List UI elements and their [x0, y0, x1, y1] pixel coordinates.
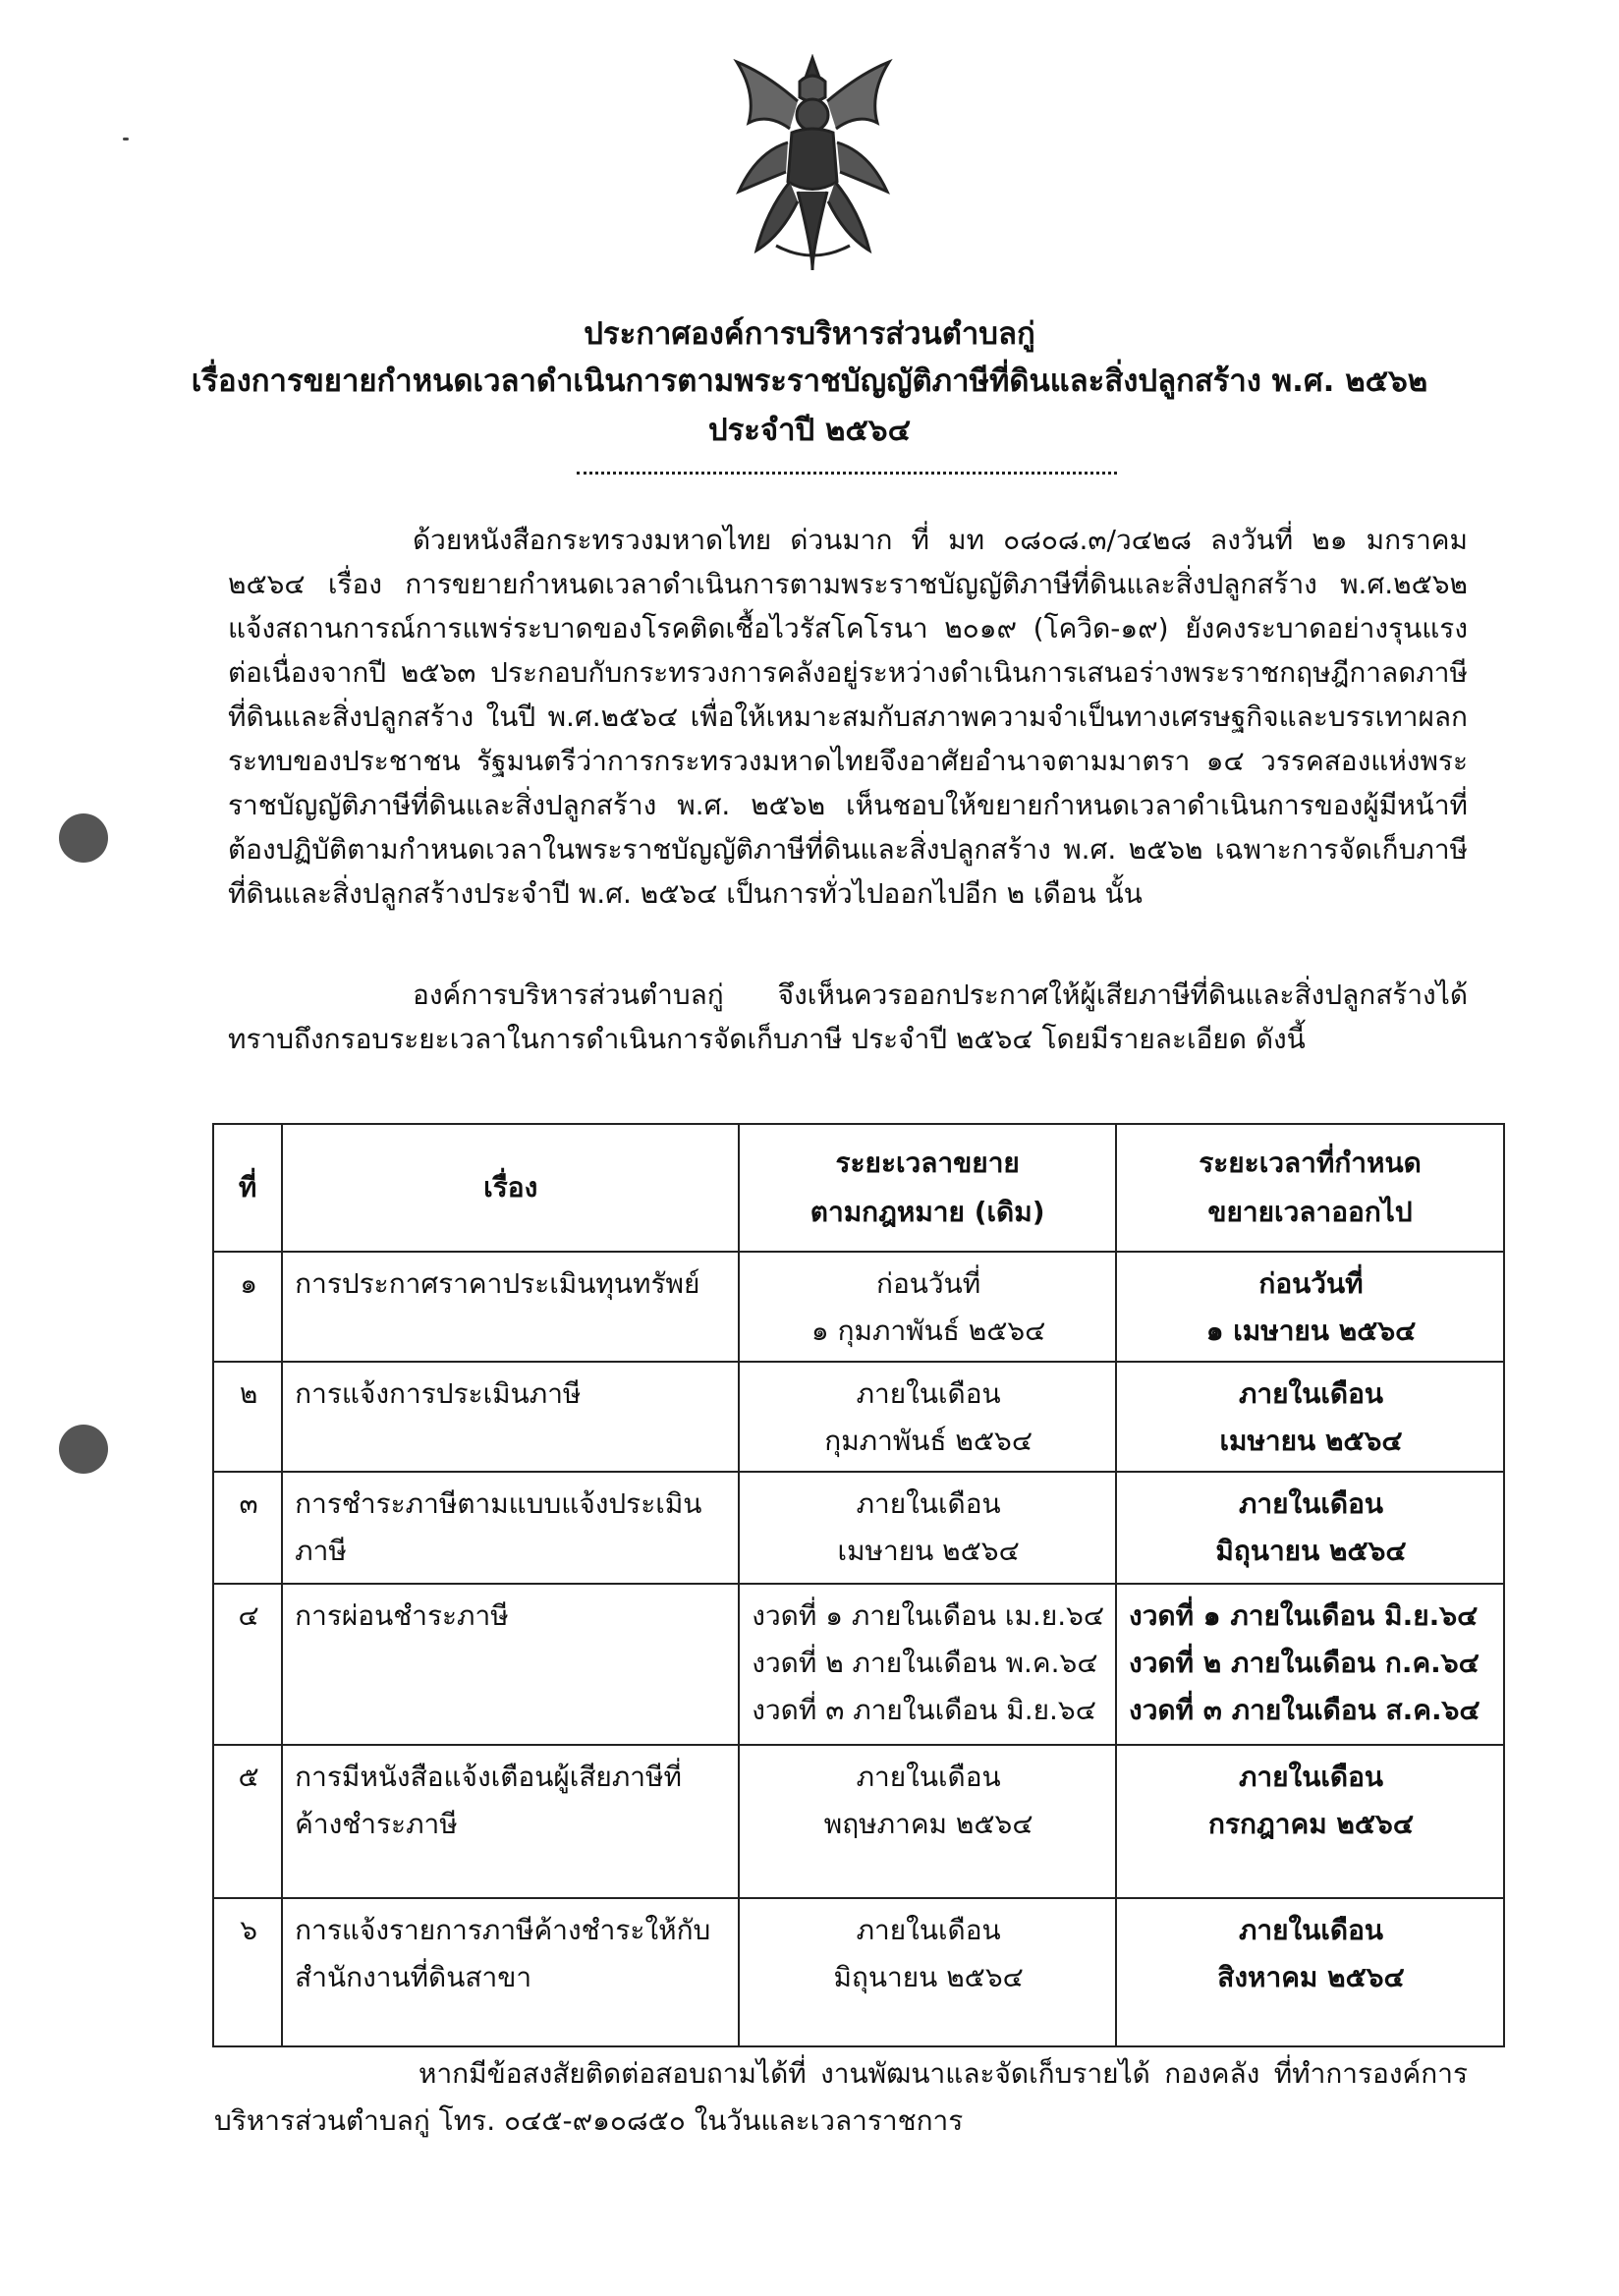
new-line: ๑ เมษายน ๒๕๖๔ [1205, 1315, 1417, 1347]
header-old-line1: ระยะเวลาขยาย [835, 1147, 1020, 1179]
row-new-period [1116, 1472, 1504, 1584]
header-old-period [739, 1124, 1116, 1252]
row-new-period [1116, 1745, 1504, 1898]
new-line: ภายในเดือน [1238, 1914, 1384, 1946]
row-no: ๑ [213, 1252, 282, 1362]
row-subject: การชำระภาษีตามแบบแจ้งประเมินภาษี [282, 1472, 739, 1584]
row-old-period [739, 1745, 1116, 1898]
row-no: ๔ [213, 1584, 282, 1745]
old-line: ภายในเดือน [856, 1761, 1001, 1793]
old-line: ภายในเดือน [856, 1377, 1001, 1410]
row-old-period [739, 1252, 1116, 1362]
new-line: มิถุนายน ๒๕๖๔ [1215, 1535, 1407, 1567]
row-new-period [1116, 1584, 1504, 1745]
table-header-row [213, 1124, 1504, 1252]
table-row [213, 1584, 1504, 1745]
title-separator [577, 472, 1117, 475]
old-line: งวดที่ ๓ ภายในเดือน มิ.ย.๖๔ [752, 1694, 1096, 1726]
header-new-line1: ระยะเวลาที่กำหนด [1199, 1147, 1422, 1179]
row-no: ๕ [213, 1745, 282, 1898]
table-row [213, 1252, 1504, 1362]
header-new-line2: ขยายเวลาออกไป [1207, 1196, 1413, 1228]
old-line: ภายในเดือน [856, 1487, 1001, 1520]
new-line: ก่อนวันที่ [1258, 1267, 1364, 1300]
old-line: งวดที่ ๑ ภายในเดือน เม.ย.๖๔ [752, 1599, 1105, 1632]
punch-hole [59, 1425, 108, 1474]
row-no: ๖ [213, 1898, 282, 2046]
header-subject: เรื่อง [282, 1124, 739, 1252]
garuda-emblem-icon [727, 54, 899, 275]
new-line: ภายในเดือน [1238, 1377, 1384, 1410]
body-paragraph-1: ด้วยหนังสือกระทรวงมหาดไทย ด่วนมาก ที่ มท ๐๘๐๘.๓/ว๔๒๘ ลงวันที่ ๒๑ มกราคม ๒๕๖๔ เรื่อง การขยายกำหนดเวลาดำเนินการตามพระราชบัญญัติภาษีที่ดินและสิ่งปลูกสร้าง พ.ศ.๒๕๖๒ แจ้งสถานการณ์การแพร่ระบาดของโรคติดเชื้อไวรัสโคโรนา ๒๐๑๙ (โควิด-๑๙) ยังคงระบาดอย่างรุนแรงต่อเนื่องจากปี ๒๕๖๓ ประกอบกับกระทรวงการคลังอยู่ระหว่างดำเนินการเสนอร่างพระราชกฤษฎีกาลดภาษีที่ดินและสิ่งปลูกสร้าง ในปี พ.ศ.๒๕๖๔ เพื่อให้เหมาะสมกับสภาพความจำเป็นทางเศรษฐกิจและบรรเทาผลกระทบของประชาชน รัฐมนตรีว่าการกระทรวงมหาดไทยจึงอาศัยอำนาจตามมาตรา ๑๔ วรรคสองแห่งพระราชบัญญัติภาษีที่ดินและสิ่งปลูกสร้าง พ.ศ. ๒๕๖๒ เห็นชอบให้ขยายกำหนดเวลาดำเนินการของผู้มีหน้าที่ต้องปฏิบัติตามกำหนดเวลาในพระราชบัญญัติภาษีที่ดินและสิ่งปลูกสร้าง พ.ศ. ๒๕๖๒ เฉพาะการจัดเก็บภาษีที่ดินและสิ่งปลูกสร้างประจำปี พ.ศ. ๒๕๖๔ เป็นการทั่วไปออกไปอีก ๒ เดือน นั้น [228, 524, 1468, 910]
new-line: งวดที่ ๓ ภายในเดือน ส.ค.๖๔ [1129, 1694, 1480, 1726]
announcement-subject: เรื่องการขยายกำหนดเวลาดำเนินการตามพระราชบัญญัติภาษีที่ดินและสิ่งปลูกสร้าง พ.ศ. ๒๕๖๒ [191, 364, 1428, 399]
row-old-period [739, 1584, 1116, 1745]
row-new-period [1116, 1252, 1504, 1362]
row-subject: การประกาศราคาประเมินทุนทรัพย์ [282, 1252, 739, 1362]
row-new-period [1116, 1362, 1504, 1472]
row-old-period [739, 1472, 1116, 1584]
body-paragraph-2: องค์การบริหารส่วนตำบลกู่ จึงเห็นควรออกประกาศให้ผู้เสียภาษีที่ดินและสิ่งปลูกสร้างได้ทราบถึงกรอบระยะเวลาในการดำเนินการจัดเก็บภาษี ประจำปี ๒๕๖๔ โดยมีรายละเอียด ดังนี้ [228, 979, 1468, 1055]
row-no: ๒ [213, 1362, 282, 1472]
old-line: มิถุนายน ๒๕๖๔ [833, 1961, 1024, 1993]
new-line: งวดที่ ๑ ภายในเดือน มิ.ย.๖๔ [1129, 1599, 1479, 1632]
row-subject: การผ่อนชำระภาษี [282, 1584, 739, 1745]
header-no: ที่ [213, 1124, 282, 1252]
old-line: งวดที่ ๒ ภายในเดือน พ.ค.๖๔ [752, 1647, 1098, 1679]
row-new-period [1116, 1898, 1504, 2046]
new-line: ภายในเดือน [1238, 1487, 1384, 1520]
schedule-table [212, 1123, 1505, 2047]
new-line: เมษายน ๒๕๖๔ [1219, 1425, 1403, 1457]
contact-paragraph: หากมีข้อสงสัยติดต่อสอบถามได้ที่ งานพัฒนาและจัดเก็บรายได้ กองคลัง ที่ทำการองค์การบริหารส่วนตำบลกู่ โทร. ๐๔๕-๙๑๐๘๕๐ ในวันและเวลาราชการ [214, 2057, 1468, 2137]
old-line: พฤษภาคม ๒๕๖๔ [823, 1808, 1033, 1840]
header-old-line2: ตามกฎหมาย (เดิม) [810, 1196, 1045, 1228]
old-line: ก่อนวันที่ [876, 1267, 981, 1300]
new-line: ภายในเดือน [1238, 1761, 1384, 1793]
old-line: กุมภาพันธ์ ๒๕๖๔ [824, 1425, 1033, 1457]
header-new-period [1116, 1124, 1504, 1252]
table-row [213, 1898, 1504, 2046]
new-line: งวดที่ ๒ ภายในเดือน ก.ค.๖๔ [1129, 1647, 1479, 1679]
old-line: เมษายน ๒๕๖๔ [837, 1535, 1020, 1567]
row-subject: การแจ้งการประเมินภาษี [282, 1362, 739, 1472]
row-no: ๓ [213, 1472, 282, 1584]
old-line: ภายในเดือน [856, 1914, 1001, 1946]
new-line: กรกฎาคม ๒๕๖๔ [1208, 1808, 1415, 1840]
row-old-period [739, 1898, 1116, 2046]
row-subject: การแจ้งรายการภาษีค้างชำระให้กับสำนักงานที่ดินสาขา [282, 1898, 739, 2046]
new-line: สิงหาคม ๒๕๖๔ [1217, 1961, 1405, 1993]
punch-hole [59, 813, 108, 863]
row-old-period [739, 1362, 1116, 1472]
table-row [213, 1472, 1504, 1584]
row-subject: การมีหนังสือแจ้งเตือนผู้เสียภาษีที่ค้างชำระภาษี [282, 1745, 739, 1898]
old-line: ๑ กุมภาพันธ์ ๒๕๖๔ [810, 1315, 1046, 1347]
table-row [213, 1362, 1504, 1472]
table-row [213, 1745, 1504, 1898]
announcement-title: ประกาศองค์การบริหารส่วนตำบลกู่ [584, 316, 1035, 352]
announcement-year: ประจำปี ๒๕๖๔ [707, 413, 912, 448]
scan-speck [123, 138, 129, 140]
